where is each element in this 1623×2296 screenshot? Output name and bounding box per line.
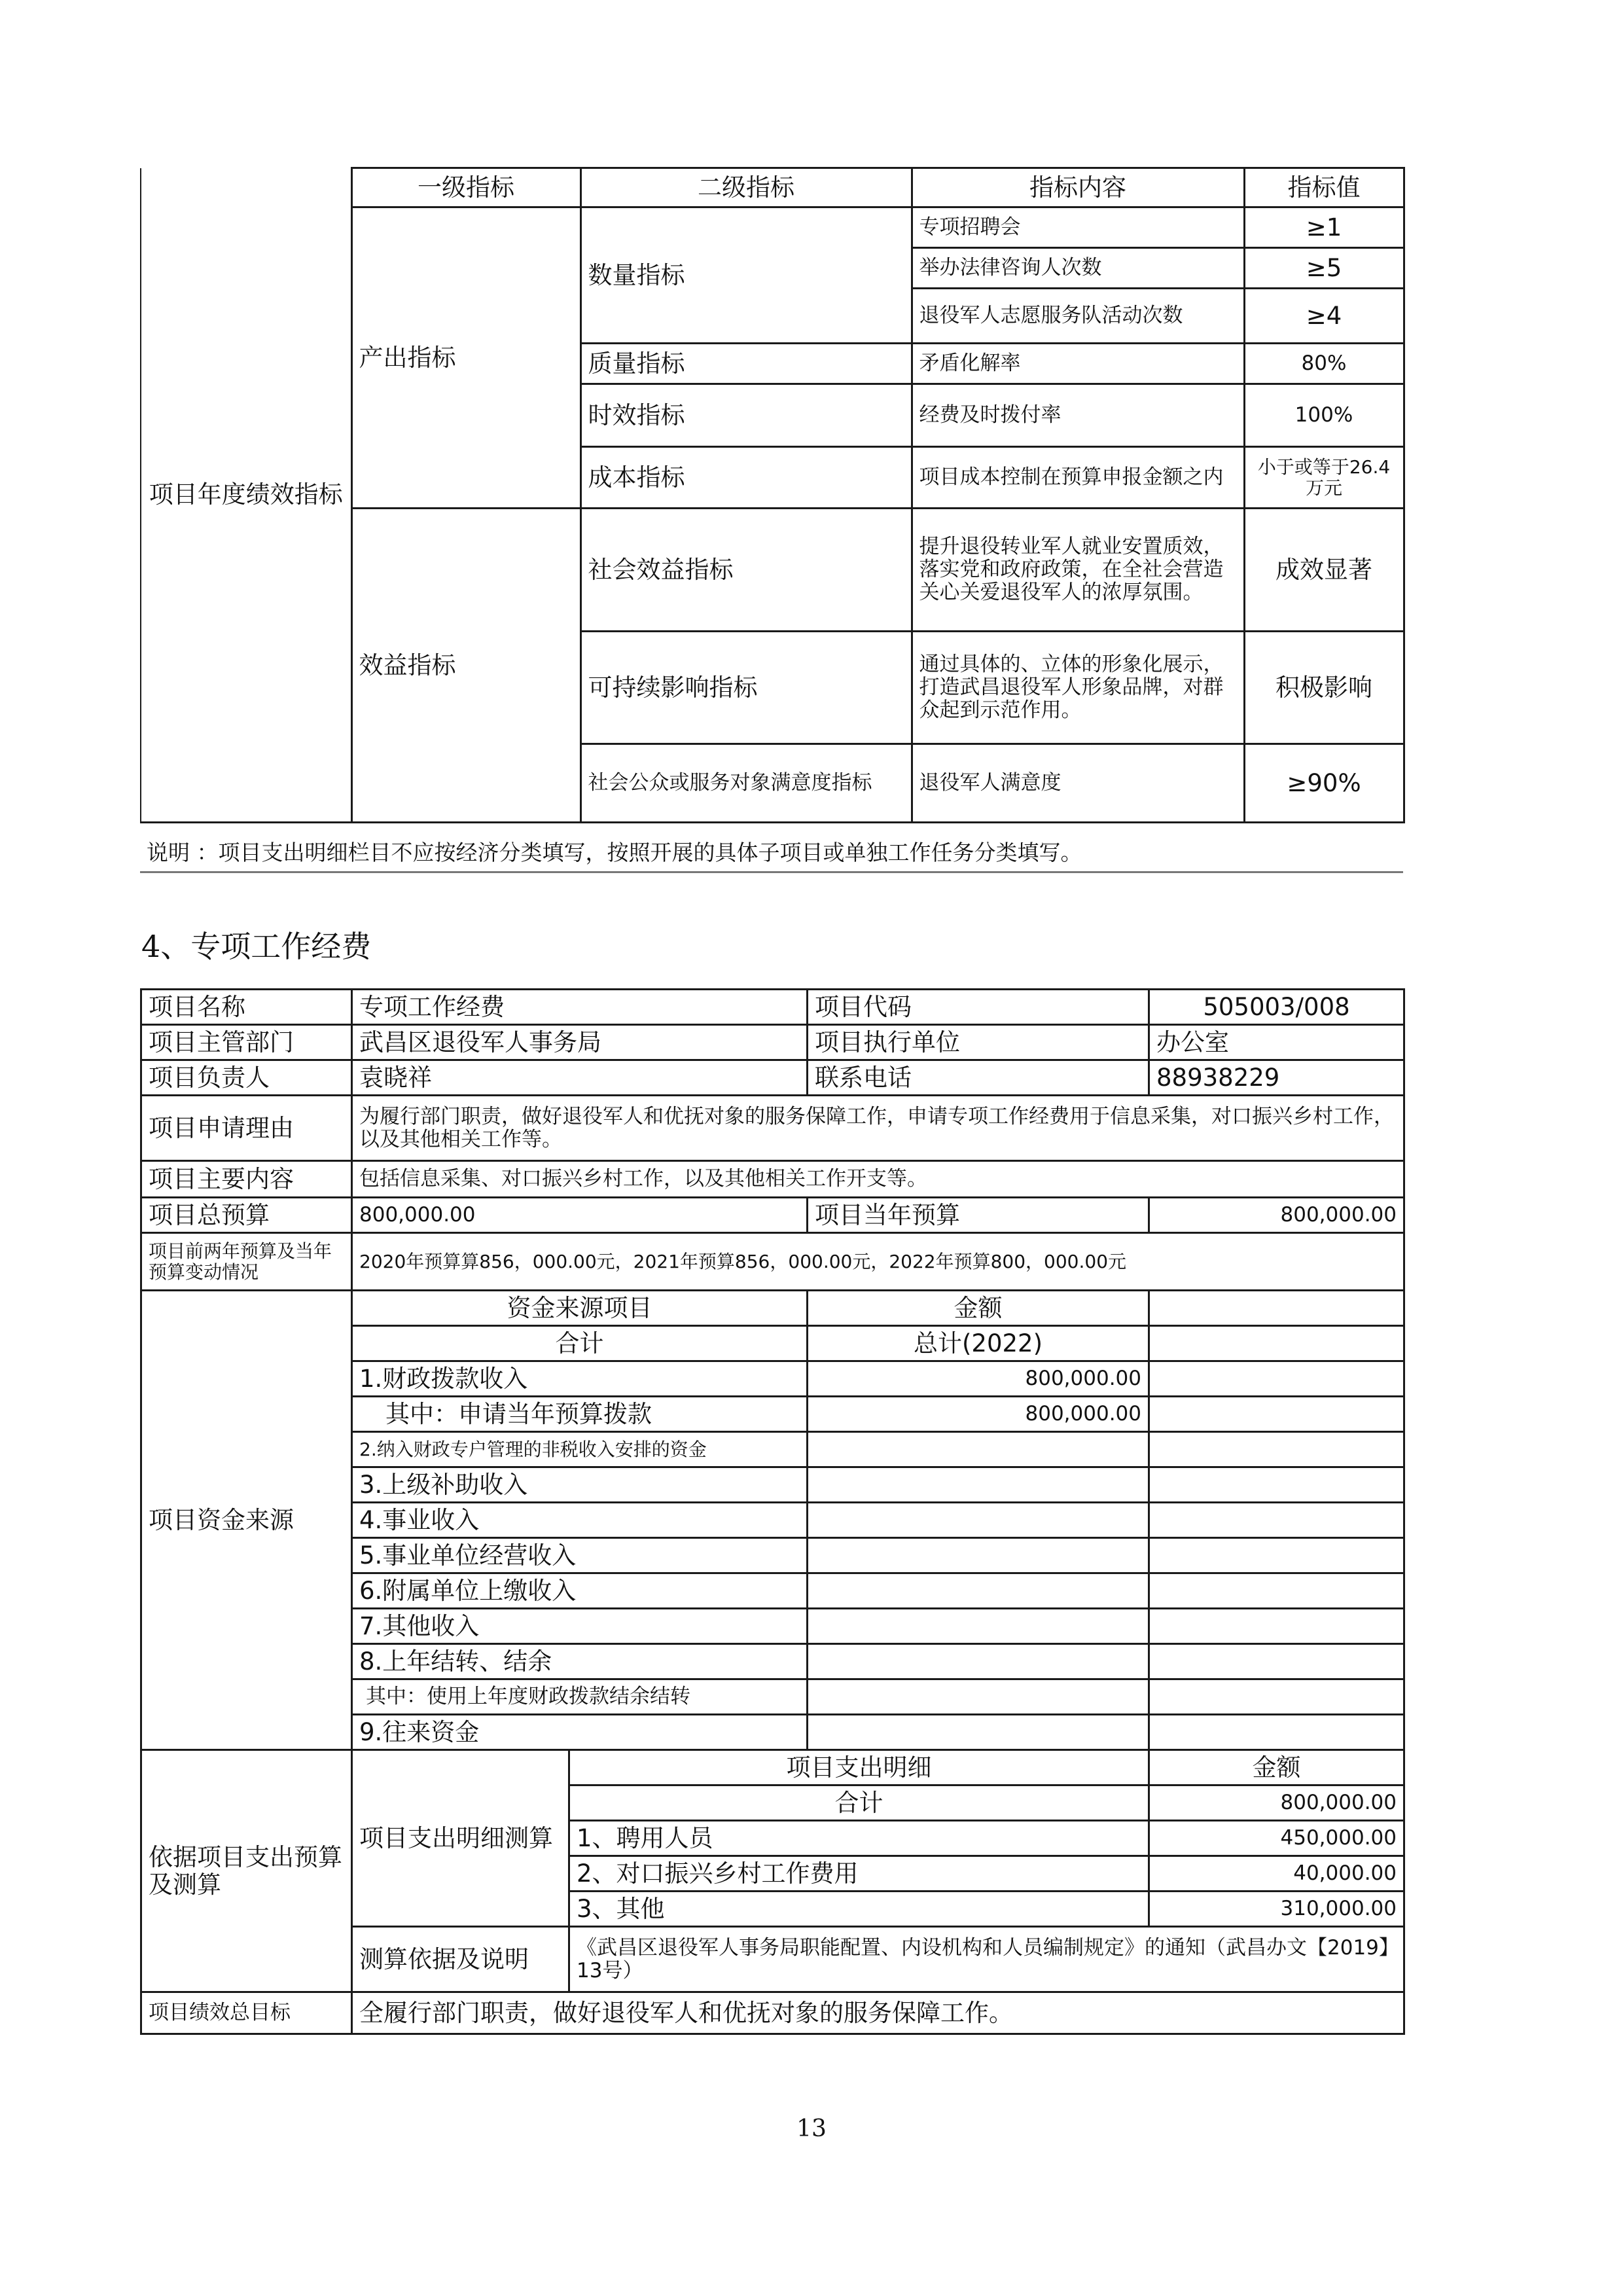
project-year-budget: 800,000.00	[1149, 1198, 1404, 1233]
level2-cell: 质量指标	[580, 344, 912, 384]
expense-detail-label: 项目支出明细测算	[352, 1750, 569, 1927]
funds-item: 1.财政拨款收入	[352, 1361, 808, 1397]
reason-label: 项目申请理由	[141, 1096, 352, 1161]
expense-item-value: 310,000.00	[1149, 1892, 1404, 1927]
project-owner: 袁晓祥	[352, 1060, 808, 1096]
indicator-value: ≥5	[1244, 248, 1404, 289]
header-level2: 二级指标	[580, 168, 912, 207]
project-phone: 88938229	[1149, 1060, 1404, 1096]
funds-item-value	[808, 1679, 1149, 1715]
indicator-value: 80%	[1244, 344, 1404, 384]
name-label: 项目名称	[141, 990, 352, 1025]
funds-col2: 金额	[808, 1291, 1149, 1326]
funds-item-value	[808, 1467, 1149, 1503]
funds-item-value	[808, 1573, 1149, 1609]
indicator-value: 100%	[1244, 384, 1404, 447]
goal-text: 全履行部门职责，做好退役军人和优抚对象的服务保障工作。	[352, 1992, 1404, 2034]
expense-col1: 项目支出明细	[569, 1750, 1149, 1785]
indicator-content: 提升退役转业军人就业安置质效，落实党和政府政策，在全社会营造关心关爱退役军人的浓厚氛围。	[912, 509, 1244, 632]
funds-item: 6.附属单位上缴收入	[352, 1573, 808, 1609]
level2-cell: 社会效益指标	[580, 509, 912, 632]
indicator-content: 矛盾化解率	[912, 344, 1244, 384]
funds-item-value	[808, 1715, 1149, 1750]
indicator-content: 经费及时拨付率	[912, 384, 1244, 447]
indicator-content: 项目成本控制在预算申报金额之内	[912, 447, 1244, 509]
dept-label: 项目主管部门	[141, 1025, 352, 1060]
section-title: 4、专项工作经费	[141, 929, 372, 964]
funds-item: 9.往来资金	[352, 1715, 808, 1750]
code-label: 项目代码	[808, 990, 1149, 1025]
indicator-value: ≥4	[1244, 289, 1404, 344]
level2-cell: 可持续影响指标	[580, 632, 912, 744]
funds-item-value: 800,000.00	[808, 1397, 1149, 1432]
level2-cell: 成本指标	[580, 447, 912, 509]
funds-label: 项目资金来源	[141, 1291, 352, 1750]
funds-item-value: 800,000.00	[808, 1361, 1149, 1397]
budget-change: 2020年预算算856，000.00元，2021年预算856，000.00元，2022年预算800，000.00元	[352, 1233, 1404, 1291]
expense-label: 依据项目支出预算及测算	[141, 1750, 352, 1992]
funds-col1: 资金来源项目	[352, 1291, 808, 1326]
level2-cell: 社会公众或服务对象满意度指标	[580, 744, 912, 823]
header-content: 指标内容	[912, 168, 1244, 207]
funds-item-value	[808, 1503, 1149, 1538]
indicator-value: ≥1	[1244, 207, 1404, 248]
funds-item-value	[808, 1538, 1149, 1573]
expense-item: 2、对口振兴乡村工作费用	[569, 1856, 1149, 1892]
funds-item: 3.上级补助收入	[352, 1467, 808, 1503]
funds-item: 7.其他收入	[352, 1609, 808, 1644]
expense-item: 3、其他	[569, 1892, 1149, 1927]
year-label: 项目当年预算	[808, 1198, 1149, 1233]
funds-item: 其中：申请当年预算拨款	[352, 1397, 808, 1432]
expense-item-value: 40,000.00	[1149, 1856, 1404, 1892]
indicator-content: 退役军人满意度	[912, 744, 1244, 823]
header-value: 指标值	[1244, 168, 1404, 207]
funds-item-value	[808, 1432, 1149, 1467]
indicator-content: 通过具体的、立体的形象化展示，打造武昌退役军人形象品牌，对群众起到示范作用。	[912, 632, 1244, 744]
project-dept: 武昌区退役军人事务局	[352, 1025, 808, 1060]
funds-total-label: 合计	[352, 1326, 808, 1361]
funds-item-value	[808, 1609, 1149, 1644]
expense-total-value: 800,000.00	[1149, 1785, 1404, 1821]
project-code: 505003/008	[1149, 990, 1404, 1025]
basis-label: 测算依据及说明	[352, 1927, 569, 1992]
page-number: 13	[796, 2115, 827, 2142]
goal-label: 项目绩效总目标	[141, 1992, 352, 2034]
project-content: 包括信息采集、对口振兴乡村工作，以及其他相关工作开支等。	[352, 1161, 1404, 1198]
indicator-value: 成效显著	[1244, 509, 1404, 632]
funds-item: 5.事业单位经营收入	[352, 1538, 808, 1573]
funds-total-value: 总计(2022)	[808, 1326, 1149, 1361]
exec-label: 项目执行单位	[808, 1025, 1149, 1060]
level2-cell: 时效指标	[580, 384, 912, 447]
project-total: 800,000.00	[352, 1198, 808, 1233]
indicator-content: 专项招聘会	[912, 207, 1244, 248]
funds-item: 其中：使用上年度财政拨款结余结转	[352, 1679, 808, 1715]
project-reason: 为履行部门职责，做好退役军人和优抚对象的服务保障工作，申请专项工作经费用于信息采集，对口振兴乡村工作，以及其他相关工作等。	[352, 1096, 1404, 1161]
project-name: 专项工作经费	[352, 990, 808, 1025]
indicator-value: 小于或等于26.4万元	[1244, 447, 1404, 509]
project-table	[140, 988, 1405, 2035]
indicator-content: 举办法律咨询人次数	[912, 248, 1244, 289]
funds-item-value	[808, 1644, 1149, 1679]
expense-item-value: 450,000.00	[1149, 1821, 1404, 1856]
level1-output: 产出指标	[351, 207, 580, 509]
annual-performance-label: 项目年度绩效指标	[141, 168, 351, 823]
change-label: 项目前两年预算及当年预算变动情况	[141, 1233, 352, 1291]
total-label: 项目总预算	[141, 1198, 352, 1233]
indicator-value: ≥90%	[1244, 744, 1404, 823]
owner-label: 项目负责人	[141, 1060, 352, 1096]
phone-label: 联系电话	[808, 1060, 1149, 1096]
basis-text: 《武昌区退役军人事务局职能配置、内设机构和人员编制规定》的通知（武昌办文【2019】13号）	[569, 1927, 1404, 1992]
header-level1: 一级指标	[351, 168, 580, 207]
funds-item: 2.纳入财政专户管理的非税收入安排的资金	[352, 1432, 808, 1467]
expense-item: 1、聘用人员	[569, 1821, 1149, 1856]
indicator-content: 退役军人志愿服务队活动次数	[912, 289, 1244, 344]
indicator-value: 积极影响	[1244, 632, 1404, 744]
expense-col2: 金额	[1149, 1750, 1404, 1785]
funds-item: 4.事业收入	[352, 1503, 808, 1538]
funds-item: 8.上年结转、结余	[352, 1644, 808, 1679]
project-exec: 办公室	[1149, 1025, 1404, 1060]
content-label: 项目主要内容	[141, 1161, 352, 1198]
level2-cell: 数量指标	[580, 207, 912, 344]
table-note: 说明 ：项目支出明细栏目不应按经济分类填写，按照开展的具体子项目或单独工作任务分类填写。	[140, 833, 1403, 873]
expense-total-label: 合计	[569, 1785, 1149, 1821]
level1-benefit: 效益指标	[351, 509, 580, 823]
performance-indicator-table	[140, 167, 1405, 823]
